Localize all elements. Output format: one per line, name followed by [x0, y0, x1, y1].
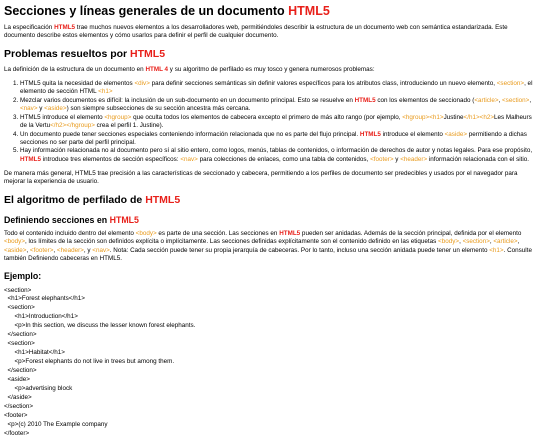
problems-list: [4, 80, 536, 164]
item-text: para colecciones de enlaces, como una tabla de contenidos,: [197, 155, 371, 163]
para-text: , y: [83, 246, 93, 254]
html5-highlight: HTML5: [20, 155, 41, 163]
aside-tag: <aside>: [44, 105, 67, 113]
item-text: Justine: [443, 113, 464, 121]
list-item: [20, 97, 536, 113]
page-title-text: Secciones y líneas generales de un documento: [4, 4, 289, 18]
intro-paragraph: [4, 24, 536, 40]
para-text: ,: [459, 238, 463, 246]
item-text: que oculta todos los elementos de cabecera excepto el primero de más alto rango (por ejemplo,: [131, 113, 403, 121]
footer-tag: <footer>: [370, 155, 394, 163]
list-item: [20, 114, 536, 130]
intro-text: trae muchos nuevos elementos a los desarrolladores web, permitiéndoles describir la estructura de un documento web con semántica estandarizada. Este documento describe estos elementos y cómo usarlos para definir el perfil de cualquier documento.: [4, 24, 508, 40]
code-tag: </h1><h2>: [463, 113, 494, 121]
defining-sections-text: Definiendo secciones en: [4, 214, 110, 225]
section-tag: <section>: [462, 238, 490, 246]
html5-highlight: HTML5: [130, 48, 166, 61]
lead-text: La definición de la estructura de un documento en: [4, 65, 146, 73]
html5-highlight: HTML5: [288, 4, 330, 18]
html5-highlight: HTML5: [145, 194, 181, 207]
html4-highlight: HTML 4: [145, 65, 169, 73]
item-text: introduce el elemento: [380, 130, 445, 138]
html5-highlight: HTML5: [359, 130, 381, 138]
para-text: ,: [489, 238, 494, 246]
item-text: Un documento puede tener secciones especiales conteniendo información relacionada que no es parte del flujo principal.: [20, 130, 360, 138]
h1-tag: <h1>: [98, 88, 113, 96]
article-tag: <article>: [474, 96, 499, 104]
item-text: crea el perfil 1. Justine).: [94, 121, 164, 129]
para-text: , los límites de la sección son definidos explícita o implícitamente. Las secciones definidas explícitamente son el contenido definido en las etiquetas: [25, 238, 439, 246]
item-text: permitiendo a dichas secciones no ser parte del perfil principal.: [20, 130, 527, 146]
lead-text: y su algoritmo de perfilado es muy tosco y genera numerosos problemas:: [168, 65, 375, 73]
body-tag: <body>: [438, 238, 460, 246]
item-text: y: [393, 155, 401, 163]
div-tag: <div>: [134, 80, 150, 88]
hgroup-tag: <hgroup>: [104, 113, 132, 121]
item-text: , el elemento de sección HTML: [20, 80, 533, 96]
item-text: HTML5 introduce el elemento: [20, 113, 105, 121]
page-title: [4, 4, 536, 19]
item-text: ) son siempre subsecciones de su sección ancestra más cercana.: [66, 105, 251, 113]
body-tag: <body>: [4, 238, 26, 246]
defining-sections-heading: [4, 215, 536, 226]
list-item: [20, 80, 536, 96]
item-text: Les Malheurs de la Vertu: [20, 113, 532, 129]
nav-tag: <nav>: [92, 246, 110, 254]
example-heading: Ejemplo:: [4, 271, 42, 281]
para-text: pueden ser anidadas. Además de la sección principal, definida por el elemento: [300, 230, 522, 238]
html5-highlight: HTML5: [54, 24, 76, 31]
section-tag: <section>: [502, 96, 530, 104]
html5-highlight: HTML5: [354, 96, 376, 104]
aside-tag: <aside>: [444, 130, 468, 138]
item-text: Mezclar varios documentos es difícil: la inclusión de un sub-documento en un documento principal. Esto se resuelve en: [20, 96, 355, 104]
header-tag: <header>: [56, 246, 84, 254]
problems-lead: [4, 66, 536, 74]
item-text: con los elementos de seccionado (: [375, 96, 475, 104]
para-text: . Nota: Cada sección puede tener su propia jerarquía de cabeceras. Por lo tanto, incluso una sección anidada puede tener un elemento: [109, 246, 490, 254]
para-text: ,: [26, 246, 30, 254]
problems-closing: De manera más general, HTML5 trae precisión a las características de seccionado y cabecera, permitiendo a los perfiles de documento ser predecibles y usados por el navegador para mejorar la experiencia de usuario.: [4, 169, 518, 185]
code-tag: </h2></hgroup>: [50, 121, 95, 129]
item-text: introduce tres elementos de sección específicos:: [41, 155, 181, 163]
nav-tag: <nav>: [20, 105, 38, 113]
h1-tag: <h1>: [489, 246, 504, 254]
algorithm-heading-text: El algoritmo de perfilado de: [4, 194, 146, 207]
example-code-block: <section> <h1>Forest elephants</h1> <section> <h1>Introduction</h1> <p>In this section, we discuss the lesser known forest elephants. </section> <section> <h1>Habitat</h1> <p>Forest elephants do not live in trees but among them. </section> <aside> <p>advertising block </aside> </section> <footer> <p>(c) 2010 The Example company </footer>: [4, 286, 196, 437]
problems-heading-text: Problemas resueltos por: [4, 48, 131, 61]
para-text: es parte de una sección. Las secciones en: [156, 230, 280, 238]
intro-text: La especificación: [4, 24, 55, 31]
footer-tag: <footer>: [29, 246, 54, 254]
para-text: Todo el contenido incluido dentro del elemento: [4, 230, 136, 238]
item-text: Hay información relacionada no al documento pero sí al sitio entero, como logos, menús, tablas de contenidos, o información de derechos de autor y notas legales. Para ese propósito,: [20, 147, 533, 155]
html5-highlight: HTML5: [279, 230, 301, 238]
item-text: información relacionada con el sitio.: [427, 155, 530, 163]
item-text: ,: [498, 96, 502, 104]
nav-tag: <nav>: [180, 155, 198, 163]
list-item: [20, 147, 536, 163]
item-text: ,: [529, 96, 532, 104]
problems-heading: [4, 48, 536, 61]
para-text: ,: [53, 246, 57, 254]
item-text: y: [37, 105, 45, 113]
code-tag: <hgroup><h1>: [402, 113, 444, 121]
list-item: [20, 131, 536, 147]
para-text: ,: [517, 238, 520, 246]
para-text: . Consulte también Definiendo cabeceras en HTML5.: [4, 246, 532, 262]
item-text: para definir secciones semánticas sin definir valores específicos para los atributos class, introduciendo un nuevo elemento,: [149, 80, 497, 88]
aside-tag: <aside>: [4, 246, 27, 254]
item-text: HTML5 quita la necesidad de elementos: [20, 80, 135, 88]
section-tag: <section>: [496, 80, 525, 88]
algorithm-heading: [4, 194, 536, 207]
article-tag: <article>: [493, 238, 518, 246]
header-tag: <header>: [400, 155, 428, 163]
body-tag: <body>: [135, 230, 157, 238]
sections-paragraph: [4, 230, 536, 263]
html5-highlight: HTML5: [109, 214, 139, 225]
